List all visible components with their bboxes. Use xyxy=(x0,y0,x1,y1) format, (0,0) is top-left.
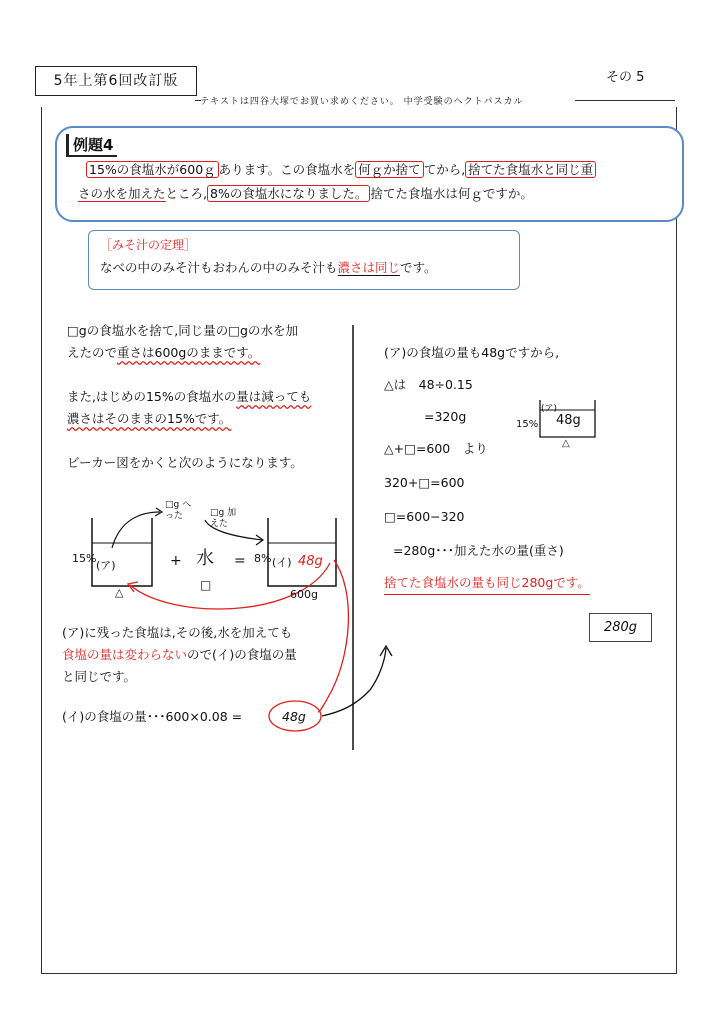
diagram-right-tag: (イ) xyxy=(272,556,292,569)
diagram-right-weight: 600g xyxy=(290,588,318,601)
left-para-4: (ア)に残った食塩は,その後,水を加えても 食塩の量は変わらないので(イ)の食塩の量 と同じです。 xyxy=(62,625,297,684)
right-line-6: □=600−320 xyxy=(384,509,465,524)
left-para-3: ビーカー図をかくと次のようになります。 xyxy=(67,455,303,470)
given-amount: 15%の食塩水が600ｇ xyxy=(86,161,219,178)
right-line-3: =320g xyxy=(424,409,467,424)
mini-beaker-value: 48g xyxy=(556,413,581,428)
diagram-left-pct: 15% xyxy=(72,552,97,565)
diagram-left-tag: (ア) xyxy=(96,559,116,572)
left-para-2: また,はじめの15%の食塩水の量は減っても 濃さはそのままの15%です。 xyxy=(67,389,312,426)
right-line-7: =280g･･･加えた水の量(重さ) xyxy=(393,543,564,558)
diagram-note-added: □g 加えた xyxy=(210,508,237,529)
page-label: その 5 xyxy=(606,70,645,85)
mini-beaker-tag: (ア) xyxy=(541,404,558,414)
right-line-2: △は 48÷0.15 xyxy=(384,377,473,392)
right-line-1: (ア)の食塩の量も48gですから, xyxy=(384,345,560,360)
final-concentration: 8%の食塩水になりました。 xyxy=(207,185,370,202)
theorem-title: ［みそ汁の定理］ xyxy=(100,238,197,252)
problem-line-1: 15%の食塩水が600ｇ あります。この食塩水を 何ｇか捨て てから, 捨てた食塩水と同じ重 xyxy=(86,160,596,180)
diagram-right-pct: 8% xyxy=(254,552,272,565)
header-subtitle: テキストは四谷大塚でお買い求めください。 中学受験のヘクトパスカル xyxy=(200,97,524,107)
diagram-plus: + xyxy=(170,553,182,569)
equal-water-phrase: 捨てた食塩水と同じ重 xyxy=(465,161,596,178)
mini-beaker-triangle: △ xyxy=(562,438,570,449)
unit-title: 5年上第6回改訂版 xyxy=(35,66,197,96)
diagram-water: 水 xyxy=(196,548,214,569)
left-para-1: □gの食塩水を捨て,同じ量の□gの水を加 えたので重さは600gのままです。 xyxy=(67,323,298,360)
right-conclusion: 捨てた食塩水の量も同じ280gです。 xyxy=(384,572,590,595)
diagram-equals: = xyxy=(234,553,246,569)
problem-line-2: さの水を加えたところ, 8%の食塩水になりました。 捨てた食塩水は何ｇですか。 xyxy=(78,186,533,201)
diagram-right-value: 48g xyxy=(298,554,323,569)
mini-beaker-pct: 15% xyxy=(516,419,539,430)
example-label: 例題4 xyxy=(66,134,117,157)
calc-result: 48g xyxy=(282,709,306,724)
right-line-5: 320+□=600 xyxy=(384,475,465,490)
answer-box: 280g xyxy=(589,613,652,642)
removed-amount: 何ｇか捨て xyxy=(355,161,424,178)
diagram-water-box: □ xyxy=(200,578,212,592)
theorem-key: 濃さは同じ xyxy=(337,260,401,275)
diagram-left-triangle: △ xyxy=(115,586,124,599)
theorem-text: なべの中のみそ汁もおわんの中のみそ汁も濃さは同じです。 xyxy=(100,260,437,275)
right-line-4: △+□=600 より xyxy=(384,441,488,456)
calc-line: (イ)の食塩の量･･･600×0.08 = xyxy=(62,709,243,724)
diagram-note-removed: □g へった xyxy=(165,500,192,521)
